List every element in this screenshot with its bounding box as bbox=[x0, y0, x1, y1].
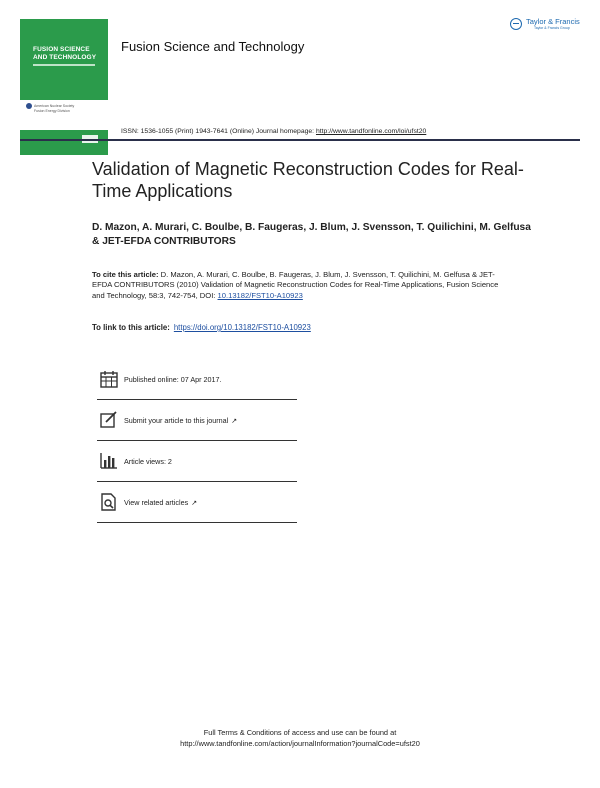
related-articles-row[interactable] bbox=[97, 493, 297, 533]
citation-text: D. Mazon, A. Murari, C. Boulbe, B. Faugeras, J. Blum, J. Svensson, T. Quilichini, M. Gelfusa & JET-EFDA CONTRIBUTORS (2010) Validation of Magnetic Reconstruction Codes for Real-Time Applications, Fusion Science and Technology, 58:3, 742-754, DOI: bbox=[92, 270, 499, 300]
row-divider bbox=[97, 399, 297, 400]
article-link-label: To link to this article: bbox=[92, 323, 170, 332]
row-divider bbox=[97, 440, 297, 441]
footer-terms-text: Full Terms & Conditions of access and use can be found at bbox=[203, 728, 397, 737]
calendar-icon bbox=[100, 370, 118, 388]
row-divider bbox=[97, 481, 297, 482]
society-logo: American Nuclear Society Fusion Energy Division bbox=[26, 103, 74, 113]
header-divider bbox=[20, 139, 580, 141]
article-views-text: Article views: 2 bbox=[124, 457, 172, 466]
journal-homepage-link[interactable]: http://www.tandfonline.com/loi/ufst20 bbox=[315, 128, 427, 135]
footer bbox=[0, 727, 600, 749]
society-seal-icon bbox=[26, 103, 32, 109]
citation-block bbox=[92, 270, 512, 301]
publisher-logo-text: Taylor & Francis bbox=[526, 17, 580, 26]
submit-article-link[interactable]: Submit your article to this journal ↗ bbox=[124, 416, 238, 425]
article-authors: D. Mazon, A. Murari, C. Boulbe, B. Faugeras, J. Blum, J. Svensson, T. Quilichini, M. Gelfusa & JET-EFDA CONTRIBUTORS bbox=[92, 222, 531, 247]
submit-article-row[interactable] bbox=[97, 411, 297, 451]
journal-cover[interactable] bbox=[20, 19, 108, 137]
citation-doi-link[interactable]: 10.13182/FST10-A10923 bbox=[217, 290, 303, 300]
publisher-logo-subtext: Taylor & Francis Group bbox=[534, 26, 570, 30]
published-online-text: Published online: 07 Apr 2017. bbox=[124, 375, 222, 384]
cover-title: FUSION SCIENCE AND TECHNOLOGY bbox=[33, 46, 97, 61]
bar-chart-icon bbox=[100, 452, 118, 470]
footer-terms-link[interactable]: http://www.tandfonline.com/action/journalInformation?journalCode=ufst20 bbox=[180, 739, 420, 748]
article-doi-link[interactable]: https://doi.org/10.13182/FST10-A10923 bbox=[173, 323, 311, 332]
related-articles-link[interactable]: View related articles ↗ bbox=[124, 498, 198, 507]
article-link-line bbox=[92, 323, 311, 332]
external-link-icon: ↗ bbox=[191, 500, 198, 507]
journal-name[interactable]: Fusion Science and Technology bbox=[121, 39, 305, 54]
article-views-row bbox=[97, 452, 297, 492]
search-document-icon bbox=[100, 493, 118, 511]
publisher-logo-icon bbox=[510, 18, 522, 30]
citation-label: To cite this article: bbox=[92, 270, 159, 279]
external-link-icon: ↗ bbox=[231, 418, 238, 425]
published-online-row bbox=[97, 370, 297, 410]
row-divider bbox=[97, 522, 297, 523]
edit-icon bbox=[100, 411, 118, 429]
publisher-logo[interactable] bbox=[510, 15, 582, 37]
article-title: Validation of Magnetic Reconstruction Codes for Real-Time Applications bbox=[92, 159, 524, 201]
issn-line: ISSN: 1536-1055 (Print) 1943-7641 (Online) Journal homepage: http://www.tandfonline.com/loi/ufst20 bbox=[121, 128, 427, 135]
cover-subtitle-bar bbox=[33, 64, 95, 66]
